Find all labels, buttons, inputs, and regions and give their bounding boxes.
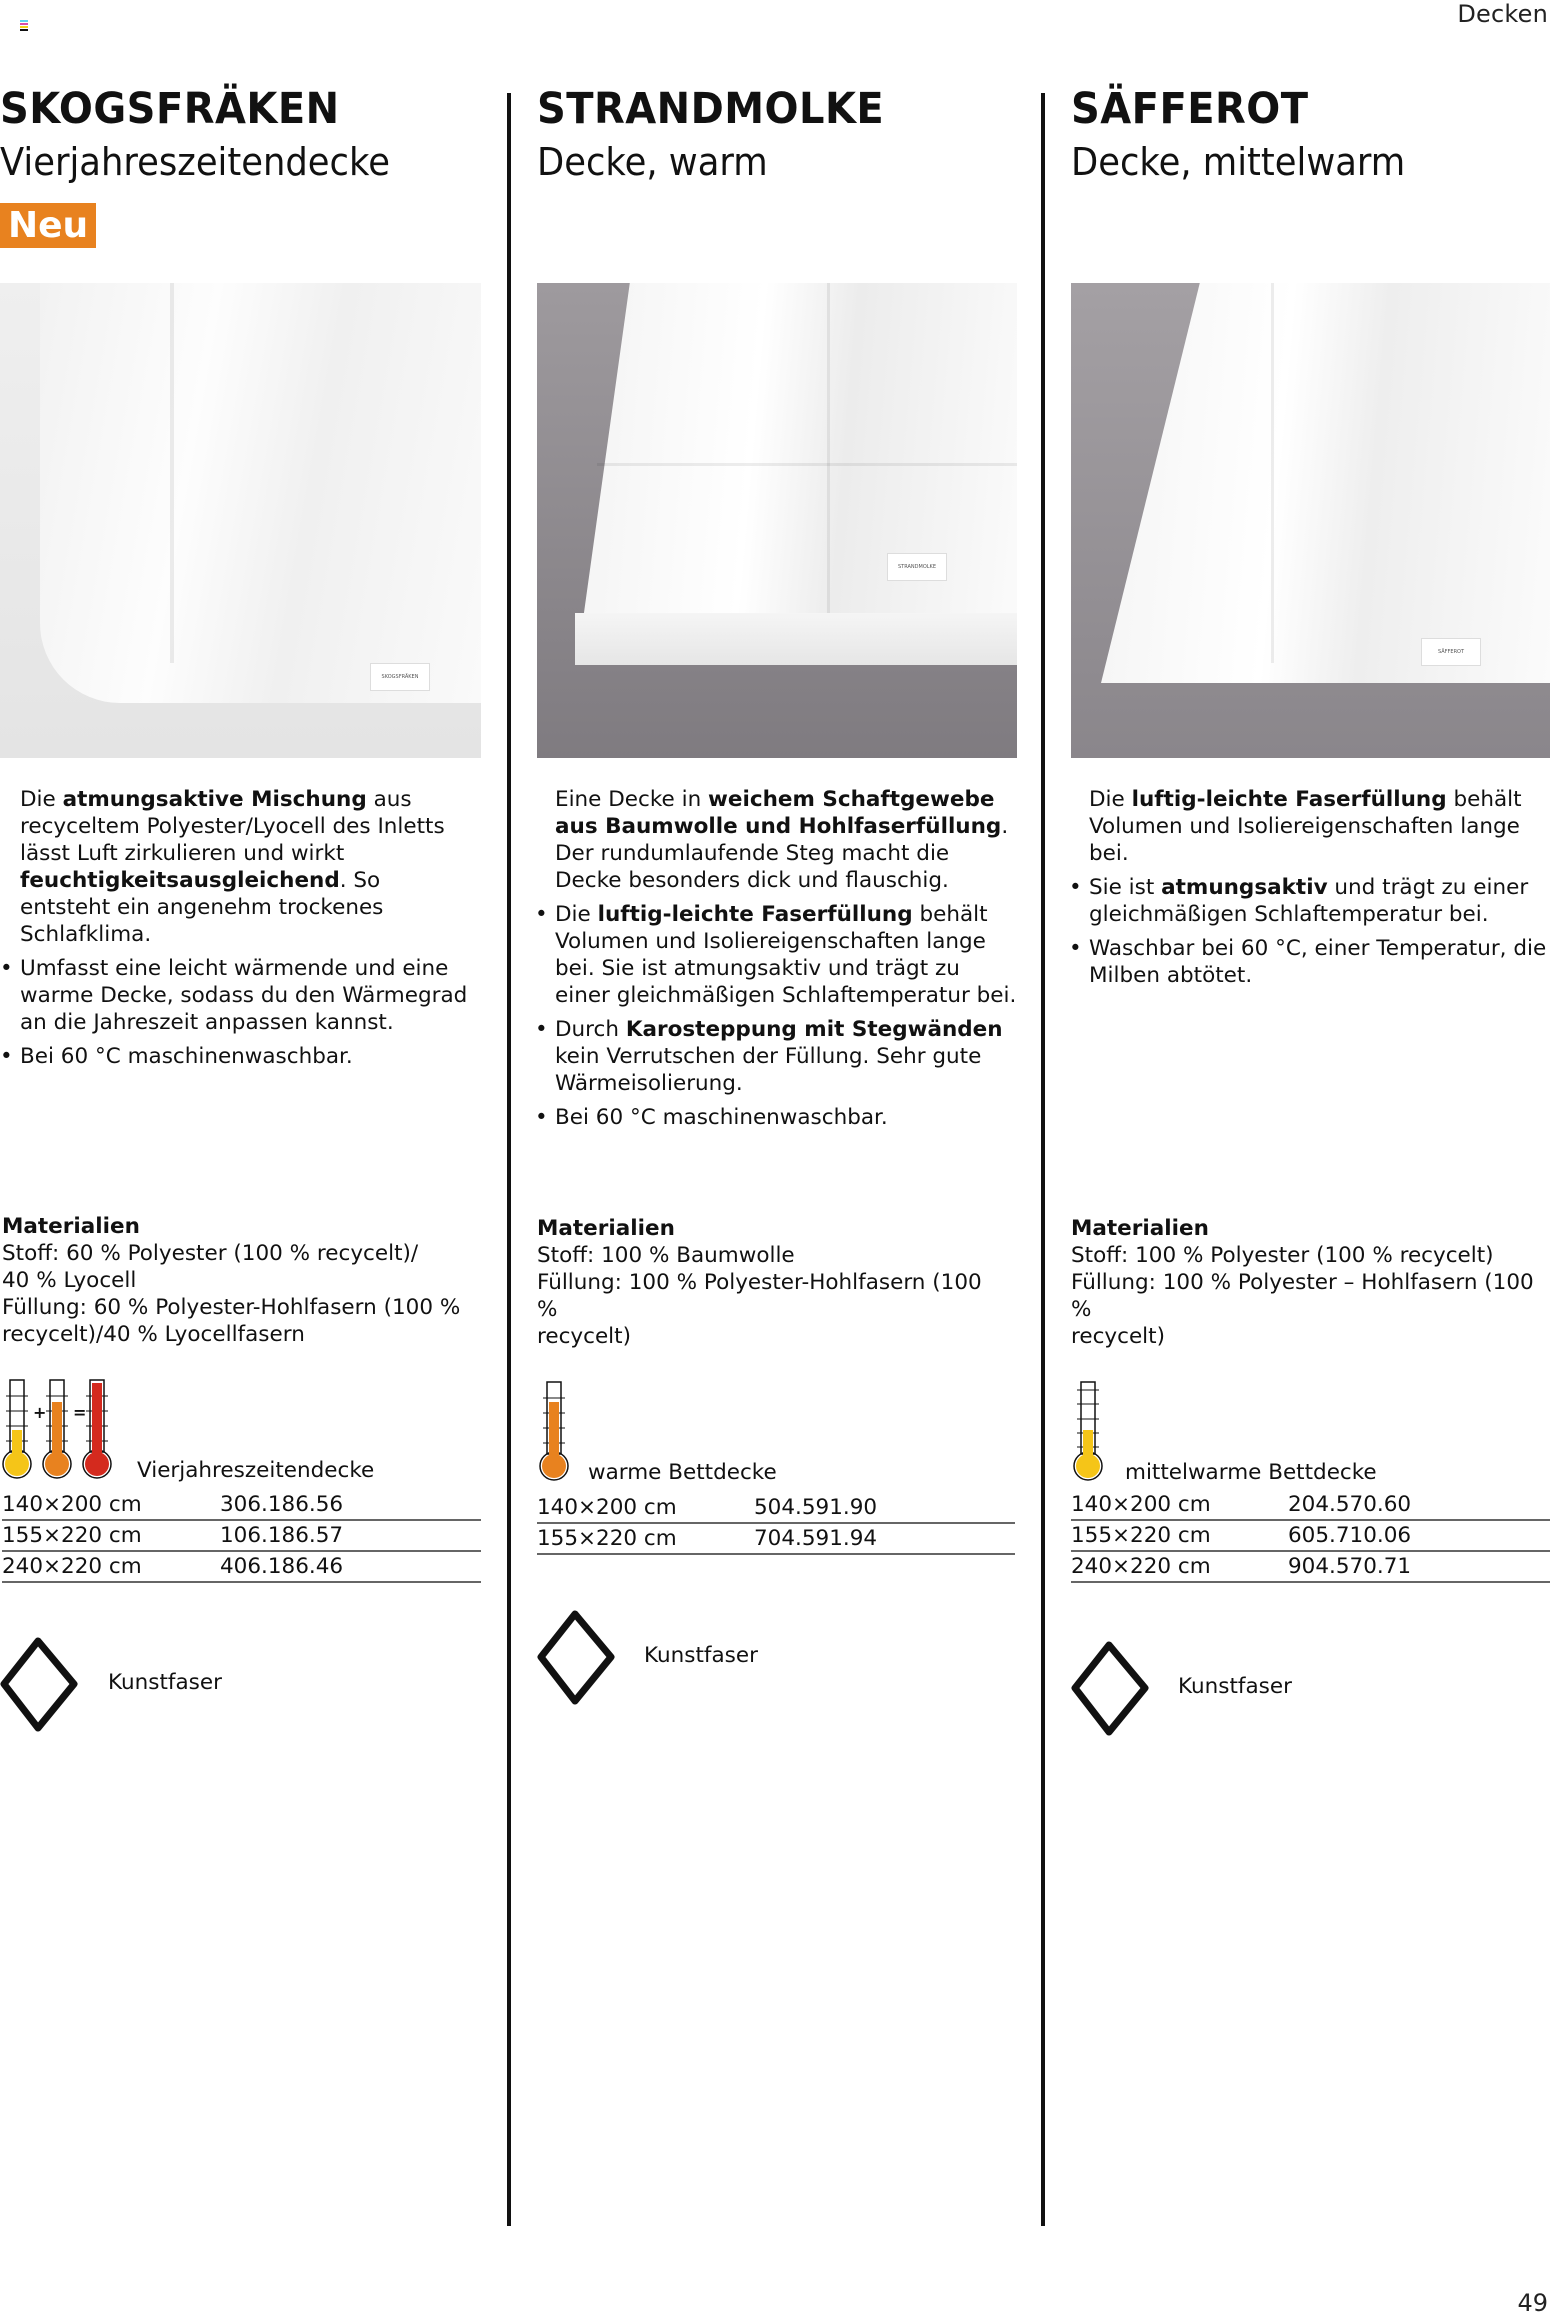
thermometer-warm-icon — [537, 1380, 571, 1485]
materials-block: Materialien Stoff: 60 % Polyester (100 % recycelt)/ 40 % Lyocell Füllung: 60 % Polyester-Hohlfasern (100 % recycelt)/40 % Lyocellfasern — [2, 1213, 472, 1348]
synthetic-fiber-icon — [537, 1610, 615, 1705]
fiber-label: Kunstfaser — [1178, 1674, 1292, 1699]
table-row: 155×220 cm 106.186.57 — [2, 1520, 481, 1551]
description-intro: Die luftig-leichte Faserfüllung behält Volumen und Isoliereigenschaften lange bei. — [1089, 787, 1522, 866]
size-article-table — [1071, 1490, 1550, 1583]
materials-heading: Materialien — [537, 1216, 675, 1241]
description-intro: Eine Decke in weichem Schaftgewebe aus Baumwolle und Hohlfaserfüllung. Der rundumlaufende Steg macht die Decke besonders dick und flauschig. — [555, 787, 1009, 893]
new-badge: Neu — [0, 203, 96, 248]
table-row: 140×200 cm 306.186.56 — [2, 1490, 481, 1520]
table-row: 240×220 cm 904.570.71 — [1071, 1551, 1550, 1582]
feature-bullet: • Waschbar bei 60 °C, einer Temperatur, die Milben abtötet. — [1089, 935, 1550, 989]
product-photo — [1071, 283, 1550, 758]
synthetic-fiber-icon — [0, 1637, 78, 1732]
product-type: Decke, warm — [537, 140, 768, 184]
materials-heading: Materialien — [1071, 1216, 1209, 1241]
product-label-tag: SKOGSFRÄKEN — [370, 663, 430, 691]
product-name: STRANDMOLKE — [537, 84, 885, 134]
product-name: SÄFFEROT — [1071, 84, 1309, 134]
product-photo — [537, 283, 1017, 758]
size-article-table — [537, 1493, 1015, 1555]
thermometer-combo-icon — [2, 1378, 112, 1483]
table-row: 240×220 cm 406.186.46 — [2, 1551, 481, 1582]
product-description — [20, 786, 470, 1077]
svg-text:+: + — [33, 1403, 47, 1422]
svg-text:=: = — [73, 1403, 87, 1422]
feature-bullet: • Bei 60 °C maschinenwaschbar. — [555, 1104, 1017, 1131]
materials-block: Materialien Stoff: 100 % Polyester (100 % recycelt) Füllung: 100 % Polyester – Hohlfasern (100 % recycelt) — [1071, 1215, 1550, 1350]
table-row: 140×200 cm 504.591.90 — [537, 1493, 1015, 1523]
product-description — [1089, 786, 1550, 996]
product-description — [555, 786, 1017, 1138]
product-name: SKOGSFRÄKEN — [0, 84, 340, 134]
fiber-label: Kunstfaser — [644, 1643, 758, 1668]
product-label-tag: STRANDMOLKE — [887, 553, 947, 581]
fiber-label: Kunstfaser — [108, 1670, 222, 1695]
materials-heading: Materialien — [2, 1214, 140, 1239]
materials-block: Materialien Stoff: 100 % Baumwolle Füllung: 100 % Polyester-Hohlfasern (100 % recycelt) — [537, 1215, 1007, 1350]
warmth-label: mittelwarme Bettdecke — [1125, 1460, 1377, 1485]
product-type: Vierjahreszeitendecke — [0, 140, 390, 184]
thermometer-medium-warm-icon — [1071, 1380, 1105, 1485]
product-label-tag: SÄFFEROT — [1421, 638, 1481, 666]
table-row: 155×220 cm 704.591.94 — [537, 1523, 1015, 1554]
table-row: 140×200 cm 204.570.60 — [1071, 1490, 1550, 1520]
size-article-table — [2, 1490, 481, 1583]
table-row: 155×220 cm 605.710.06 — [1071, 1520, 1550, 1551]
section-label: Decken — [1457, 0, 1548, 28]
feature-bullet: • Umfasst eine leicht wärmende und eine warme Decke, sodass du den Wärmegrad an die Jahreszeit anpassen kannst. — [20, 955, 470, 1036]
warmth-label: Vierjahreszeitendecke — [137, 1458, 375, 1483]
warmth-label: warme Bettdecke — [588, 1460, 777, 1485]
feature-bullet: • Die luftig-leichte Faserfüllung behält Volumen und Isoliereigenschaften lange bei. Sie ist atmungsaktiv und trägt zu einer gleichmäßigen Schlaftemperatur bei. — [555, 901, 1017, 1009]
product-photo — [0, 283, 481, 758]
product-type: Decke, mittelwarm — [1071, 140, 1406, 184]
page-number: 49 — [1517, 2289, 1548, 2317]
synthetic-fiber-icon — [1071, 1641, 1149, 1736]
column-separator — [507, 93, 511, 2226]
description-intro: Die atmungsaktive Mischung aus recyceltem Polyester/Lyocell des Inletts lässt Luft zirkulieren und wirkt feuchtigkeitsausgleichend. So entsteht ein angenehm trockenes Schlafklima. — [20, 787, 445, 947]
feature-bullet: • Bei 60 °C maschinenwaschbar. — [20, 1043, 470, 1070]
feature-bullet: • Durch Karosteppung mit Stegwänden kein Verrutschen der Füllung. Sehr gute Wärmeisolierung. — [555, 1016, 1017, 1097]
print-registration-mark — [20, 20, 28, 30]
column-separator — [1041, 93, 1045, 2226]
feature-bullet: • Sie ist atmungsaktiv und trägt zu einer gleichmäßigen Schlaftemperatur bei. — [1089, 874, 1550, 928]
